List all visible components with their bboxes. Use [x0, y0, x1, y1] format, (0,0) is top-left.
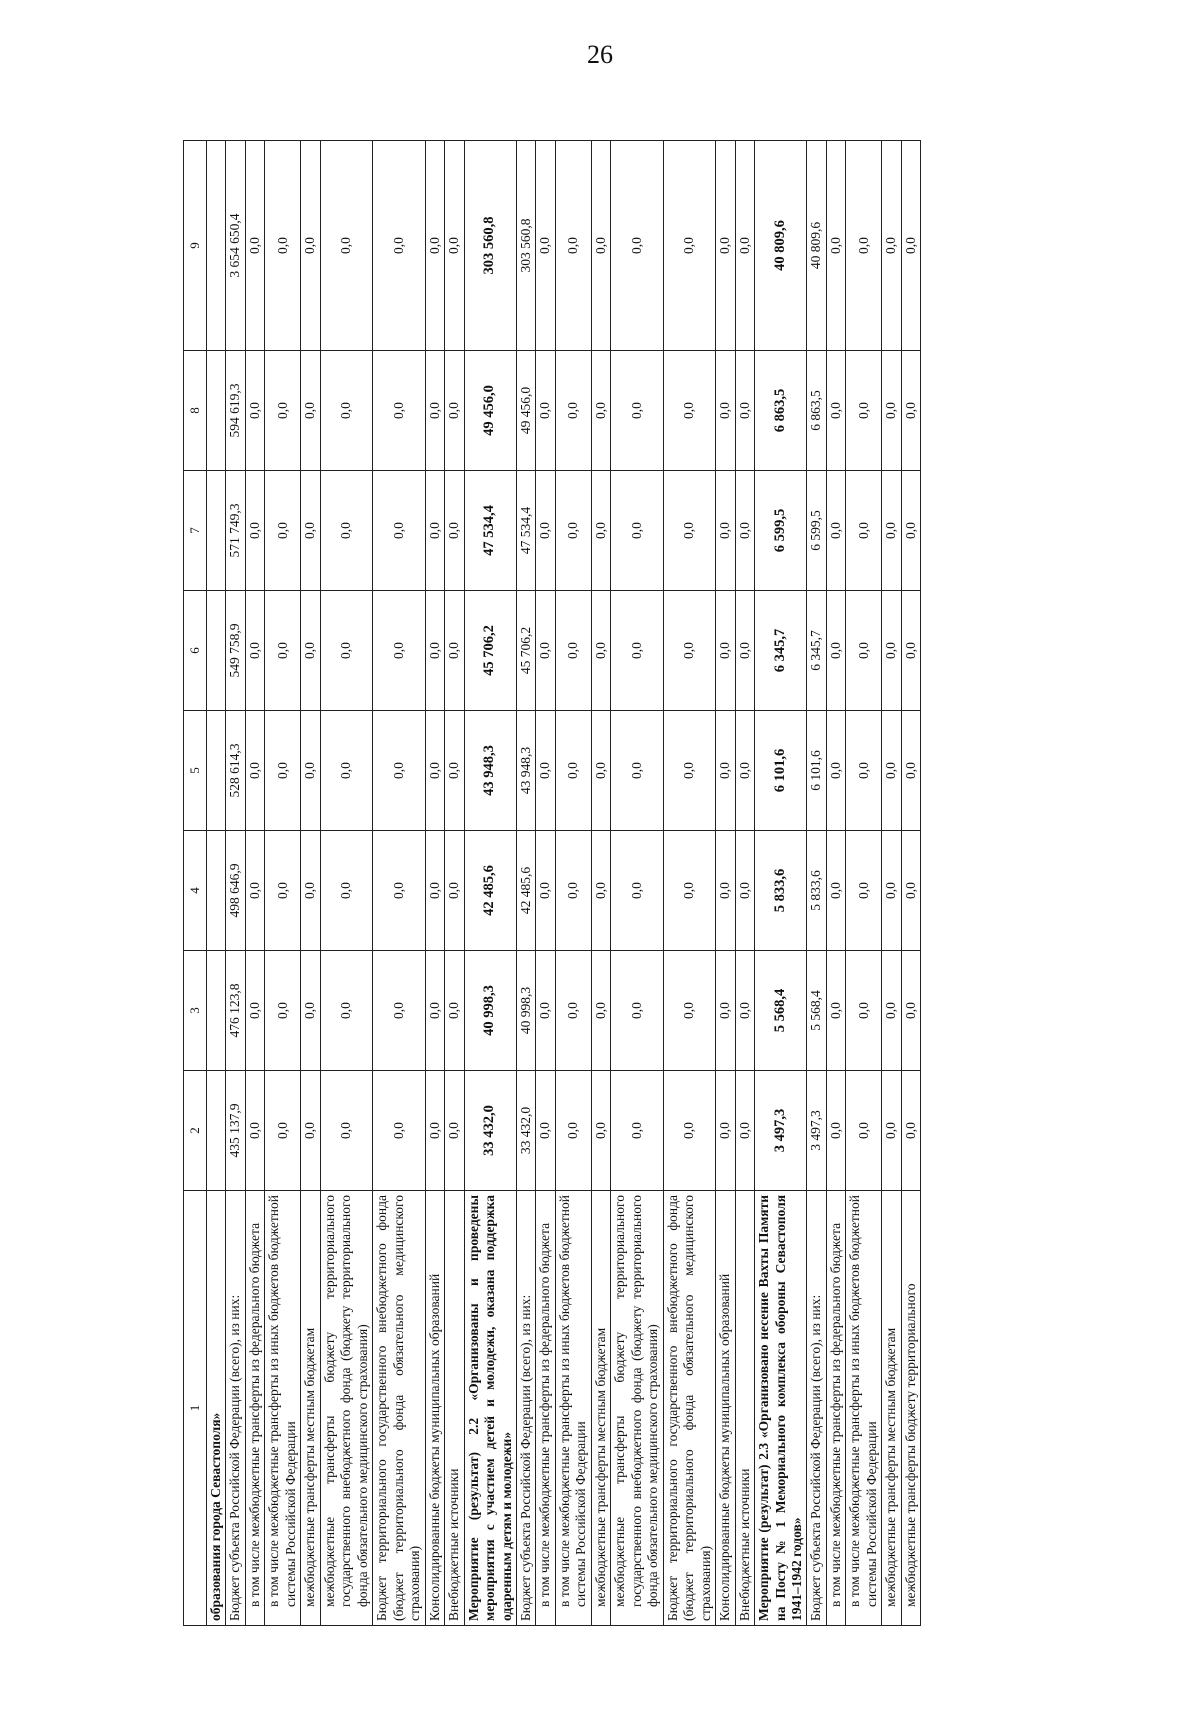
value-cell: 0,0: [445, 1071, 464, 1191]
value-cell: 0,0: [555, 951, 591, 1071]
value-cell: 0,0: [265, 951, 301, 1071]
table-row: [207, 141, 226, 1626]
value-cell: 0,0: [611, 471, 663, 591]
row-label: Консолидированные бюджеты муниципальных образований: [425, 1191, 444, 1626]
value-cell: 0,0: [882, 591, 901, 711]
value-cell: 0,0: [536, 351, 555, 471]
budget-table: [183, 140, 921, 1626]
row-label: в том числе межбюджетные трансферты из иных бюджетов бюджетной системы Российской Федерации: [265, 1191, 301, 1626]
column-header: 3: [184, 951, 207, 1071]
value-cell: 549 758,9: [226, 591, 245, 711]
value-cell: 0,0: [301, 1071, 320, 1191]
value-cell: 0,0: [716, 1071, 735, 1191]
value-cell: 0,0: [245, 1071, 264, 1191]
value-cell: 0,0: [301, 471, 320, 591]
value-cell: 0,0: [735, 471, 754, 591]
value-cell: 0,0: [611, 1071, 663, 1191]
value-cell: 0,0: [373, 711, 425, 831]
column-header: 7: [184, 471, 207, 591]
value-cell: 0,0: [591, 351, 610, 471]
value-cell: 303 560,8: [464, 141, 516, 351]
value-cell: 0,0: [611, 351, 663, 471]
value-cell: [207, 951, 226, 1071]
value-cell: 0,0: [245, 351, 264, 471]
value-cell: 0,0: [882, 471, 901, 591]
value-cell: 0,0: [846, 711, 882, 831]
table-row: [663, 141, 715, 1626]
row-label: Бюджет субъекта Российской Федерации (всего), из них:: [807, 1191, 826, 1626]
row-label: в том числе межбюджетные трансферты из федерального бюджета: [536, 1191, 555, 1626]
value-cell: 0,0: [663, 951, 715, 1071]
value-cell: 0,0: [882, 1071, 901, 1191]
value-cell: 0,0: [445, 471, 464, 591]
value-cell: 0,0: [735, 1071, 754, 1191]
table-row: [555, 141, 591, 1626]
value-cell: 0,0: [716, 351, 735, 471]
value-cell: 0,0: [425, 711, 444, 831]
value-cell: 0,0: [901, 351, 920, 471]
value-cell: 3 654 650,4: [226, 141, 245, 351]
row-label: Внебюджетные источники: [735, 1191, 754, 1626]
row-label: Бюджет субъекта Российской Федерации (всего), из них:: [516, 1191, 535, 1626]
value-cell: 0,0: [735, 951, 754, 1071]
table-row: [245, 141, 264, 1626]
value-cell: 40 998,3: [464, 951, 516, 1071]
value-cell: [207, 141, 226, 351]
value-cell: 0,0: [265, 591, 301, 711]
value-cell: 0,0: [826, 951, 845, 1071]
row-label: образования города Севастополя»: [207, 1191, 226, 1626]
value-cell: 6 599,5: [807, 471, 826, 591]
value-cell: 0,0: [445, 711, 464, 831]
value-cell: 0,0: [882, 831, 901, 951]
table-row: [611, 141, 663, 1626]
value-cell: 0,0: [882, 951, 901, 1071]
value-cell: 5 833,6: [755, 831, 807, 951]
value-cell: 45 706,2: [464, 591, 516, 711]
table-row: [464, 141, 516, 1626]
value-cell: 0,0: [425, 351, 444, 471]
rotated-table-frame: [183, 141, 1149, 1626]
value-cell: 0,0: [846, 471, 882, 591]
value-cell: 0,0: [663, 831, 715, 951]
table-row: [807, 141, 826, 1626]
value-cell: 0,0: [826, 711, 845, 831]
value-cell: 0,0: [536, 831, 555, 951]
value-cell: 0,0: [373, 591, 425, 711]
value-cell: 49 456,0: [516, 351, 535, 471]
column-header: 6: [184, 591, 207, 711]
value-cell: 0,0: [591, 591, 610, 711]
value-cell: 0,0: [846, 1071, 882, 1191]
value-cell: 0,0: [245, 471, 264, 591]
value-cell: 0,0: [663, 1071, 715, 1191]
value-cell: 0,0: [826, 471, 845, 591]
value-cell: 0,0: [425, 471, 444, 591]
row-label: межбюджетные трансферты местным бюджетам: [882, 1191, 901, 1626]
table-row: [536, 141, 555, 1626]
value-cell: 5 568,4: [807, 951, 826, 1071]
value-cell: 0,0: [882, 711, 901, 831]
value-cell: [207, 1071, 226, 1191]
table-row: [373, 141, 425, 1626]
table-row: [846, 141, 882, 1626]
column-header: 4: [184, 831, 207, 951]
value-cell: 0,0: [826, 141, 845, 351]
value-cell: 0,0: [245, 951, 264, 1071]
value-cell: 43 948,3: [464, 711, 516, 831]
value-cell: 0,0: [846, 591, 882, 711]
row-label: Мероприятие (результат) 2.3 «Организовано несение Вахты Памяти на Посту № 1 Мемориального комплекса обороны Севастополя 1941–1942 годов»: [755, 1191, 807, 1626]
table-row: [826, 141, 845, 1626]
page-number: 26: [587, 40, 613, 69]
value-cell: 47 534,4: [464, 471, 516, 591]
table-row: [301, 141, 320, 1626]
table-row: [425, 141, 444, 1626]
row-label: межбюджетные трансферты бюджету территориального государственного внебюджетного фонда (бюджету территориального фонда обязательного медицинского страхования): [611, 1191, 663, 1626]
value-cell: 0,0: [320, 831, 372, 951]
value-cell: 435 137,9: [226, 1071, 245, 1191]
value-cell: 0,0: [846, 831, 882, 951]
budget-table-body: [184, 141, 921, 1626]
value-cell: 0,0: [735, 141, 754, 351]
value-cell: 0,0: [245, 711, 264, 831]
value-cell: 0,0: [826, 591, 845, 711]
value-cell: [207, 591, 226, 711]
value-cell: 0,0: [882, 351, 901, 471]
value-cell: 0,0: [735, 591, 754, 711]
value-cell: 0,0: [301, 591, 320, 711]
value-cell: 0,0: [536, 951, 555, 1071]
value-cell: 0,0: [536, 471, 555, 591]
value-cell: 0,0: [425, 591, 444, 711]
value-cell: 476 123,8: [226, 951, 245, 1071]
table-row: [755, 141, 807, 1626]
value-cell: 0,0: [265, 471, 301, 591]
value-cell: 0,0: [425, 951, 444, 1071]
value-cell: 40 809,6: [755, 141, 807, 351]
row-label: в том числе межбюджетные трансферты из иных бюджетов бюджетной системы Российской Федерации: [846, 1191, 882, 1626]
value-cell: 0,0: [735, 831, 754, 951]
value-cell: 0,0: [735, 351, 754, 471]
value-cell: 0,0: [536, 1071, 555, 1191]
value-cell: 43 948,3: [516, 711, 535, 831]
value-cell: 0,0: [265, 141, 301, 351]
value-cell: 0,0: [611, 951, 663, 1071]
column-header: 8: [184, 351, 207, 471]
value-cell: 528 614,3: [226, 711, 245, 831]
value-cell: 0,0: [536, 591, 555, 711]
value-cell: [207, 351, 226, 471]
value-cell: 0,0: [901, 141, 920, 351]
value-cell: 0,0: [716, 591, 735, 711]
value-cell: 0,0: [320, 711, 372, 831]
value-cell: 0,0: [826, 1071, 845, 1191]
value-cell: 6 101,6: [807, 711, 826, 831]
table-row: [591, 141, 610, 1626]
table-row: [265, 141, 301, 1626]
row-label: Бюджет субъекта Российской Федерации (всего), из них:: [226, 1191, 245, 1626]
value-cell: 0,0: [716, 831, 735, 951]
row-label: Мероприятие (результат) 2.2 «Организованы и проведены мероприятия с участием детей и молодежи, оказана поддержка одаренным детям и молодежи»: [464, 1191, 516, 1626]
value-cell: 0,0: [826, 351, 845, 471]
value-cell: 0,0: [301, 141, 320, 351]
value-cell: 0,0: [265, 1071, 301, 1191]
table-row: [320, 141, 372, 1626]
value-cell: 0,0: [373, 831, 425, 951]
row-label: Бюджет территориального государственного внебюджетного фонда (бюджет территориального фонда обязательного медицинского страхования): [373, 1191, 425, 1626]
value-cell: 0,0: [611, 831, 663, 951]
value-cell: 5 833,6: [807, 831, 826, 951]
value-cell: 0,0: [882, 141, 901, 351]
value-cell: 0,0: [245, 141, 264, 351]
value-cell: 0,0: [901, 831, 920, 951]
table-row: [882, 141, 901, 1626]
value-cell: 0,0: [591, 471, 610, 591]
value-cell: 47 534,4: [516, 471, 535, 591]
value-cell: 0,0: [265, 711, 301, 831]
value-cell: [207, 831, 226, 951]
value-cell: 0,0: [555, 351, 591, 471]
row-label: Консолидированные бюджеты муниципальных образований: [716, 1191, 735, 1626]
value-cell: 0,0: [901, 591, 920, 711]
value-cell: 3 497,3: [755, 1071, 807, 1191]
value-cell: 0,0: [536, 141, 555, 351]
value-cell: 6 345,7: [755, 591, 807, 711]
value-cell: 0,0: [716, 471, 735, 591]
row-label: в том числе межбюджетные трансферты из федерального бюджета: [826, 1191, 845, 1626]
value-cell: 0,0: [320, 951, 372, 1071]
value-cell: 0,0: [301, 711, 320, 831]
value-cell: 6 863,5: [807, 351, 826, 471]
value-cell: 0,0: [846, 351, 882, 471]
value-cell: 0,0: [663, 141, 715, 351]
value-cell: 0,0: [735, 711, 754, 831]
value-cell: 42 485,6: [464, 831, 516, 951]
value-cell: 0,0: [555, 471, 591, 591]
value-cell: 0,0: [320, 1071, 372, 1191]
value-cell: 33 432,0: [516, 1071, 535, 1191]
value-cell: 0,0: [245, 591, 264, 711]
value-cell: 0,0: [445, 351, 464, 471]
value-cell: 0,0: [663, 591, 715, 711]
value-cell: 0,0: [445, 591, 464, 711]
value-cell: 0,0: [536, 711, 555, 831]
value-cell: 0,0: [901, 471, 920, 591]
value-cell: 498 646,9: [226, 831, 245, 951]
value-cell: 49 456,0: [464, 351, 516, 471]
value-cell: 6 863,5: [755, 351, 807, 471]
value-cell: 0,0: [301, 951, 320, 1071]
value-cell: 5 568,4: [755, 951, 807, 1071]
row-label: Бюджет территориального государственного внебюджетного фонда (бюджет территориального фонда обязательного медицинского страхования): [663, 1191, 715, 1626]
value-cell: 0,0: [320, 141, 372, 351]
value-cell: 42 485,6: [516, 831, 535, 951]
value-cell: 0,0: [826, 831, 845, 951]
table-row: [226, 141, 245, 1626]
value-cell: 0,0: [901, 711, 920, 831]
row-label: межбюджетные трансферты местным бюджетам: [591, 1191, 610, 1626]
value-cell: 0,0: [555, 831, 591, 951]
value-cell: 0,0: [901, 1071, 920, 1191]
row-label: в том числе межбюджетные трансферты из иных бюджетов бюджетной системы Российской Федерации: [555, 1191, 591, 1626]
table-row: [901, 141, 920, 1626]
value-cell: 0,0: [591, 1071, 610, 1191]
value-cell: 0,0: [663, 351, 715, 471]
value-cell: 0,0: [445, 951, 464, 1071]
value-cell: 0,0: [373, 351, 425, 471]
row-label: межбюджетные трансферты местным бюджетам: [301, 1191, 320, 1626]
value-cell: 0,0: [301, 351, 320, 471]
value-cell: 0,0: [555, 1071, 591, 1191]
value-cell: 303 560,8: [516, 141, 535, 351]
value-cell: 40 809,6: [807, 141, 826, 351]
table-row: [716, 141, 735, 1626]
value-cell: 0,0: [373, 471, 425, 591]
value-cell: 0,0: [901, 951, 920, 1071]
column-header: 5: [184, 711, 207, 831]
value-cell: 0,0: [245, 831, 264, 951]
value-cell: 0,0: [265, 351, 301, 471]
table-row: [735, 141, 754, 1626]
value-cell: 0,0: [373, 951, 425, 1071]
value-cell: [207, 471, 226, 591]
value-cell: 3 497,3: [807, 1071, 826, 1191]
value-cell: 0,0: [320, 351, 372, 471]
value-cell: 33 432,0: [464, 1071, 516, 1191]
row-label: межбюджетные трансферты бюджету территориального: [901, 1191, 920, 1626]
column-header: 2: [184, 1071, 207, 1191]
value-cell: 0,0: [716, 711, 735, 831]
value-cell: 0,0: [265, 831, 301, 951]
column-header: 9: [184, 141, 207, 351]
value-cell: 6 599,5: [755, 471, 807, 591]
value-cell: 0,0: [611, 141, 663, 351]
value-cell: 0,0: [373, 1071, 425, 1191]
value-cell: 0,0: [611, 711, 663, 831]
value-cell: 0,0: [425, 1071, 444, 1191]
value-cell: 0,0: [301, 831, 320, 951]
value-cell: 6 101,6: [755, 711, 807, 831]
value-cell: 0,0: [663, 471, 715, 591]
value-cell: 0,0: [663, 711, 715, 831]
row-label: Внебюджетные источники: [445, 1191, 464, 1626]
value-cell: 0,0: [445, 141, 464, 351]
table-row: [445, 141, 464, 1626]
value-cell: 0,0: [555, 141, 591, 351]
value-cell: 571 749,3: [226, 471, 245, 591]
row-label: межбюджетные трансферты бюджету территориального государственного внебюджетного фонда (бюджету территориального фонда обязательного медицинского страхования): [320, 1191, 372, 1626]
column-header: 1: [184, 1191, 207, 1626]
value-cell: 0,0: [591, 141, 610, 351]
value-cell: 0,0: [425, 831, 444, 951]
value-cell: 0,0: [611, 591, 663, 711]
value-cell: 0,0: [591, 951, 610, 1071]
header-row: [184, 141, 207, 1626]
value-cell: 0,0: [846, 951, 882, 1071]
value-cell: 594 619,3: [226, 351, 245, 471]
value-cell: 0,0: [591, 711, 610, 831]
value-cell: 6 345,7: [807, 591, 826, 711]
value-cell: 0,0: [846, 141, 882, 351]
value-cell: 0,0: [555, 711, 591, 831]
value-cell: 0,0: [320, 591, 372, 711]
value-cell: 0,0: [373, 141, 425, 351]
value-cell: 0,0: [591, 831, 610, 951]
value-cell: 45 706,2: [516, 591, 535, 711]
value-cell: 0,0: [555, 591, 591, 711]
value-cell: 0,0: [425, 141, 444, 351]
rotated-table-region: [183, 141, 1200, 1621]
value-cell: 0,0: [716, 141, 735, 351]
value-cell: 0,0: [320, 471, 372, 591]
value-cell: 40 998,3: [516, 951, 535, 1071]
value-cell: 0,0: [445, 831, 464, 951]
value-cell: [207, 711, 226, 831]
table-row: [516, 141, 535, 1626]
row-label: в том числе межбюджетные трансферты из федерального бюджета: [245, 1191, 264, 1626]
value-cell: 0,0: [716, 951, 735, 1071]
